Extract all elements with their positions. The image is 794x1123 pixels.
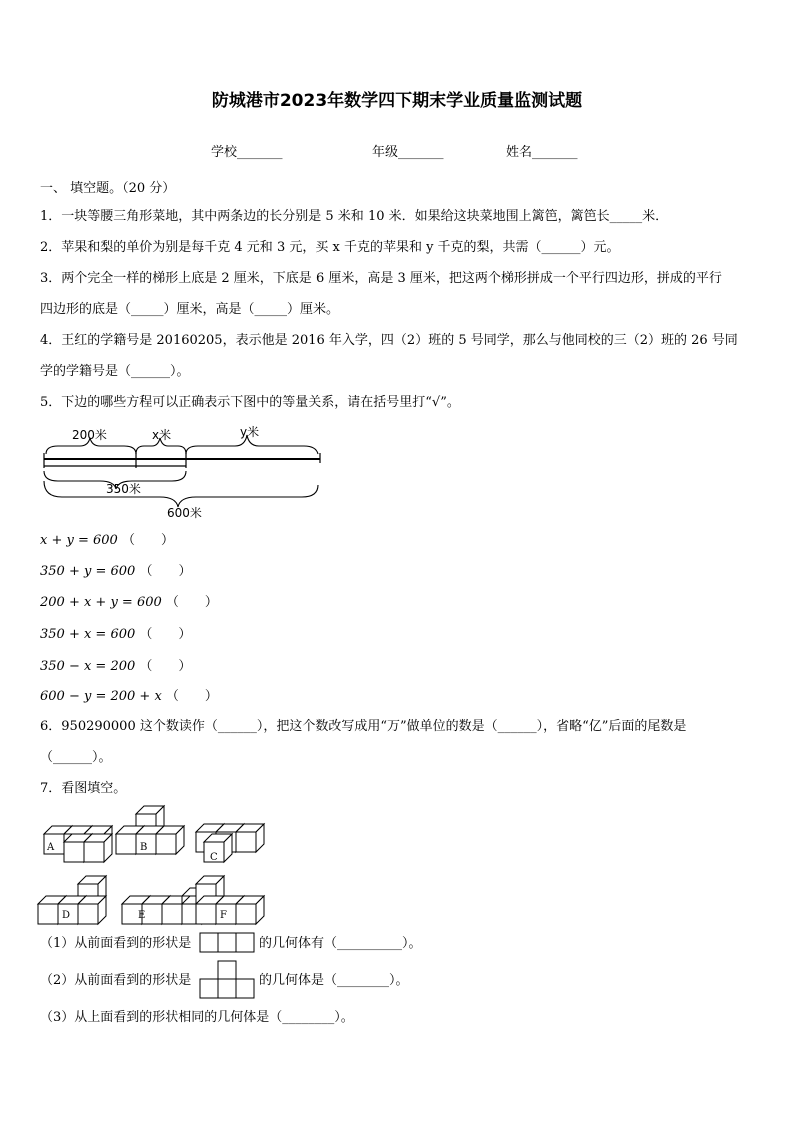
question-6-line1: 6．950290000 这个数读作（______），把这个数改写成用“万”做单位的数是（______），省略“亿”后面的尾数是 <box>40 719 687 734</box>
question-3-line2: 四边形的底是（_____）厘米，高是（_____）厘米。 <box>40 302 340 317</box>
label-200: 200米 <box>72 428 107 442</box>
label-350: 350米 <box>106 482 141 496</box>
sub-question-1-a: （1）从前面看到的形状是 <box>40 936 192 951</box>
question-4-line2: 学的学籍号是（______）。 <box>40 364 190 379</box>
sub-question-3: （3）从上面看到的形状相同的几何体是（________）。 <box>40 1010 354 1025</box>
sub-question-2-b: 的几何体是（________）。 <box>259 973 409 988</box>
brace-600 <box>44 481 318 507</box>
sub-question-2-a: （2）从前面看到的形状是 <box>40 973 192 988</box>
answer-paren[interactable]: （ ） <box>139 627 192 642</box>
svg-text:D: D <box>62 910 71 921</box>
label-600: 600米 <box>167 506 202 520</box>
school-field[interactable]: 学校_______ <box>211 145 283 160</box>
svg-text:A: A <box>47 842 55 853</box>
option-1: x + y = 600 （ ） <box>40 533 174 548</box>
svg-text:F: F <box>220 910 227 921</box>
name-field[interactable]: 姓名_______ <box>506 145 578 160</box>
question-5: 5．下边的哪些方程可以正确表示下图中的等量关系，请在括号里打“√”。 <box>40 395 460 410</box>
answer-paren[interactable]: （ ） <box>139 564 192 579</box>
answer-paren[interactable]: （ ） <box>139 659 192 674</box>
option-4: 350 + x = 600 （ ） <box>40 627 192 642</box>
answer-paren[interactable]: （ ） <box>165 595 218 610</box>
option-5: 350 − x = 200 （ ） <box>40 659 192 674</box>
label-x: x米 <box>152 428 172 442</box>
option-2: 350 + y = 600 （ ） <box>40 564 192 579</box>
figure-f <box>196 876 264 924</box>
cube-figures <box>36 804 272 930</box>
option-6: 600 − y = 200 + x （ ） <box>40 689 218 704</box>
page-title: 防城港市2023年数学四下期末学业质量监测试题 <box>211 91 583 111</box>
figure-b <box>116 806 184 854</box>
svg-text:B: B <box>140 842 148 853</box>
front-view-t-shape <box>199 960 257 1000</box>
sub-question-1-b: 的几何体有（__________）。 <box>259 936 422 951</box>
question-1: 1．一块等腰三角形菜地，其中两条边的长分别是 5 米和 10 米．如果给这块菜地围上篱笆，篱笆长_____米． <box>40 209 669 224</box>
question-7: 7．看图填空。 <box>40 781 127 796</box>
figure-c <box>196 824 264 863</box>
svg-text:E: E <box>138 910 146 921</box>
front-view-three-squares <box>199 932 257 954</box>
segment-diagram <box>40 423 325 521</box>
option-3: 200 + x + y = 600 （ ） <box>40 595 218 610</box>
question-4-line1: 4．王红的学籍号是 20160205，表示他是 2016 年入学，四（2）班的 5 号同学，那么与他同校的三（2）班的 26 号同 <box>40 333 738 348</box>
figure-a <box>44 826 112 862</box>
answer-paren[interactable]: （ ） <box>121 533 174 548</box>
figure-d <box>38 876 106 924</box>
svg-text:C: C <box>210 852 218 863</box>
question-6-line2: （______）。 <box>40 750 112 765</box>
answer-paren[interactable]: （ ） <box>165 689 218 704</box>
label-y: y米 <box>240 425 260 439</box>
section-heading: 一、 填空题。（20 分） <box>40 181 176 196</box>
grade-field[interactable]: 年级_______ <box>372 145 444 160</box>
question-2: 2．苹果和梨的单价为别是每千克 4 元和 3 元，买 x 千克的苹果和 y 千克的梨，共需（______）元。 <box>40 240 620 255</box>
question-3-line1: 3．两个完全一样的梯形上底是 2 厘米，下底是 6 厘米，高是 3 厘米，把这两个梯形拼成一个平行四边形，拼成的平行 <box>40 271 722 286</box>
